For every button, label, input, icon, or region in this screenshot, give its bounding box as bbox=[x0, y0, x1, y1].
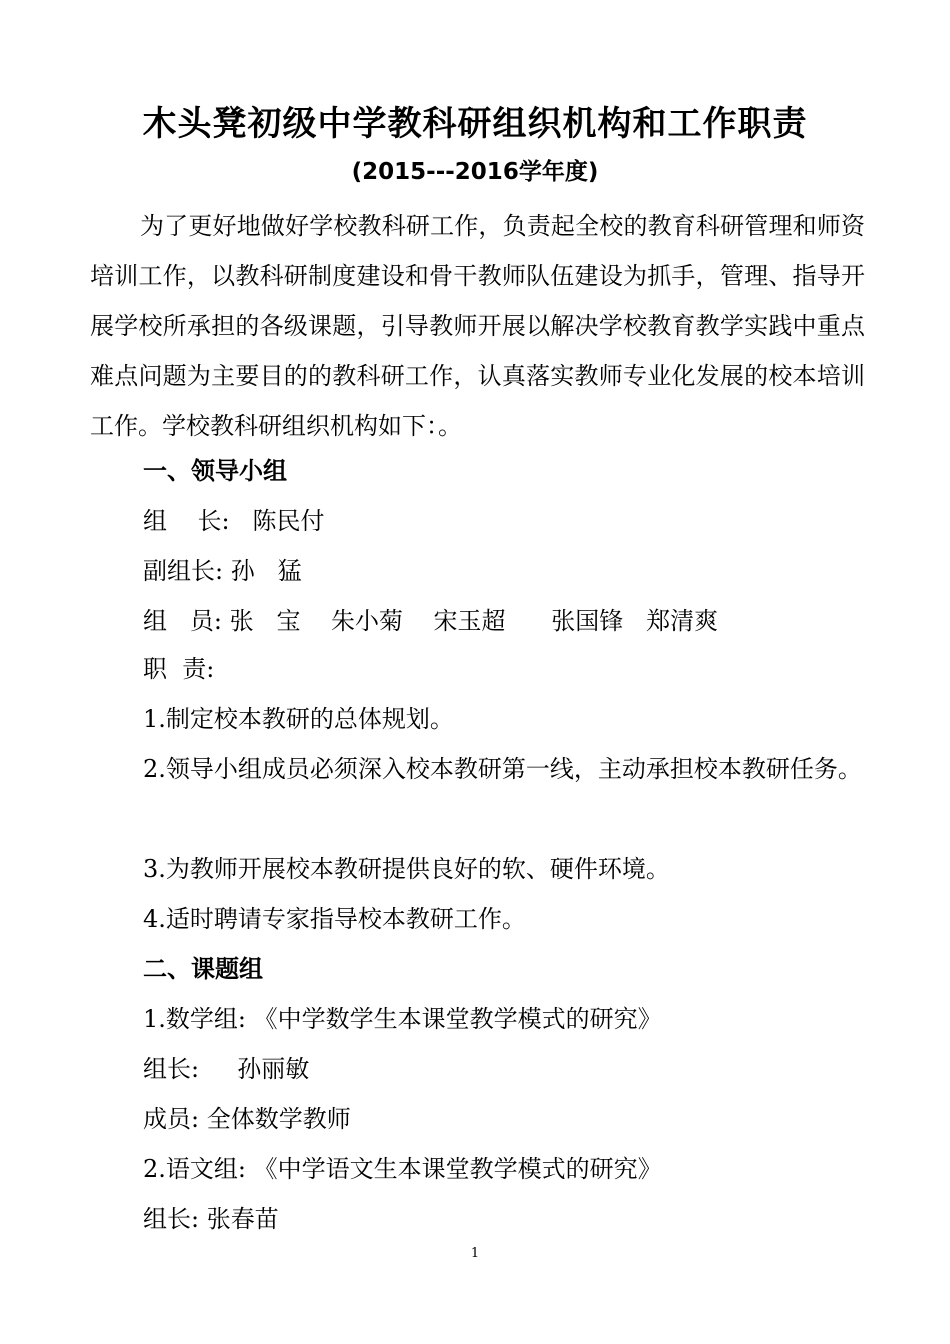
duty-item-2: 2.领导小组成员必须深入校本教研第一线，主动承担校本教研任务。 bbox=[143, 755, 862, 783]
chinese-group-leader: 组长: 张春苗 bbox=[143, 1205, 279, 1233]
page-number: 1 bbox=[470, 1246, 480, 1261]
duty-item-4: 4.适时聘请专家指导校本教研工作。 bbox=[143, 905, 526, 933]
members-line: 组 员: 张 宝 朱小菊 宋玉超 张国锋 郑清爽 bbox=[143, 607, 719, 635]
document-title: 木头凳初级中学教科研组织机构和工作职责 bbox=[142, 104, 808, 144]
duties-label: 职 责: bbox=[143, 655, 215, 683]
intro-paragraph: 为了更好地做好学校教科研工作，负责起全校的教育科研管理和师资培训工作，以教科研制度建设和骨干教师队伍建设为抓手，管理、指导开展学校所承担的各级课题，引导教师开展以解决学校教育教学实践中重点难点问题为主要目的的教科研工作，认真落实教师专业化发展的校本培训工作。学校教科研组织机构如下：。 bbox=[90, 212, 865, 440]
deputy-leader-line: 副组长: 孙 猛 bbox=[143, 557, 302, 585]
section-heading-leadership: 一、领导小组 bbox=[143, 457, 287, 485]
leader-line: 组 长: 陈民付 bbox=[143, 507, 325, 535]
chinese-group-line: 2.语文组: 《中学语文生本课堂教学模式的研究》 bbox=[143, 1155, 662, 1183]
document-subtitle: (2015---2016学年度) bbox=[351, 159, 599, 185]
duty-item-3: 3.为教师开展校本教研提供良好的软、硬件环境。 bbox=[143, 855, 670, 883]
section-heading-research-groups: 二、课题组 bbox=[143, 955, 263, 983]
math-group-line: 1.数学组: 《中学数学生本课堂教学模式的研究》 bbox=[143, 1005, 662, 1033]
duty-item-1: 1.制定校本教研的总体规划。 bbox=[143, 705, 454, 733]
math-group-leader: 组长: 孙丽敏 bbox=[143, 1055, 310, 1083]
math-group-members: 成员: 全体数学教师 bbox=[143, 1105, 351, 1133]
